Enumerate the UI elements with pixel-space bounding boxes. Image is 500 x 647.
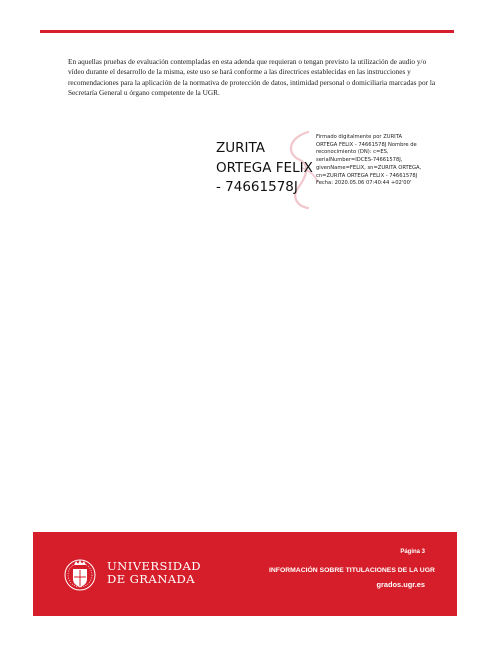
body-paragraph: En aquellas pruebas de evaluación contempladas en esta adenda que requieran o tengan previsto la utilización de audio y/o vídeo durante el desarrollo de la misma, este uso se hará conforme a las directrices establecidas en las instrucciones y recomendaciones para la aplicación de la normativa de protección de datos, intimidad personal o domiciliaria marcadas por la Secretaría General u órgano competente de la UGR.	[68, 57, 436, 98]
page-footer	[33, 532, 457, 616]
ugr-seal-icon	[63, 555, 97, 593]
footer-url-link[interactable]: grados.ugr.es	[376, 580, 425, 589]
signer-name: ZURITA ORTEGA FELIX - 74661578J	[216, 140, 313, 195]
header-rule	[40, 30, 454, 33]
university-line-2: DE GRANADA	[107, 572, 195, 586]
info-title: INFORMACIÓN SOBRE TITULACIONES DE LA UGR	[269, 567, 435, 574]
university-wordmark	[107, 560, 201, 586]
page-number: Página 3	[400, 549, 425, 555]
university-line-1: UNIVERSIDAD	[107, 559, 201, 573]
digital-signature	[216, 132, 422, 212]
signature-details: Firmado digitalmente por ZURITA ORTEGA FELIX - 74661578J Nombre de reconocimiento (DN): c=ES, serialNumber=IDCES-74661578J, givenName=FELIX, sn=ZURITA ORTEGA, cn=ZURITA ORTEGA FELIX - 74661578J Fecha: 2020.05.06 07:40:44 +02'00'	[316, 134, 422, 187]
